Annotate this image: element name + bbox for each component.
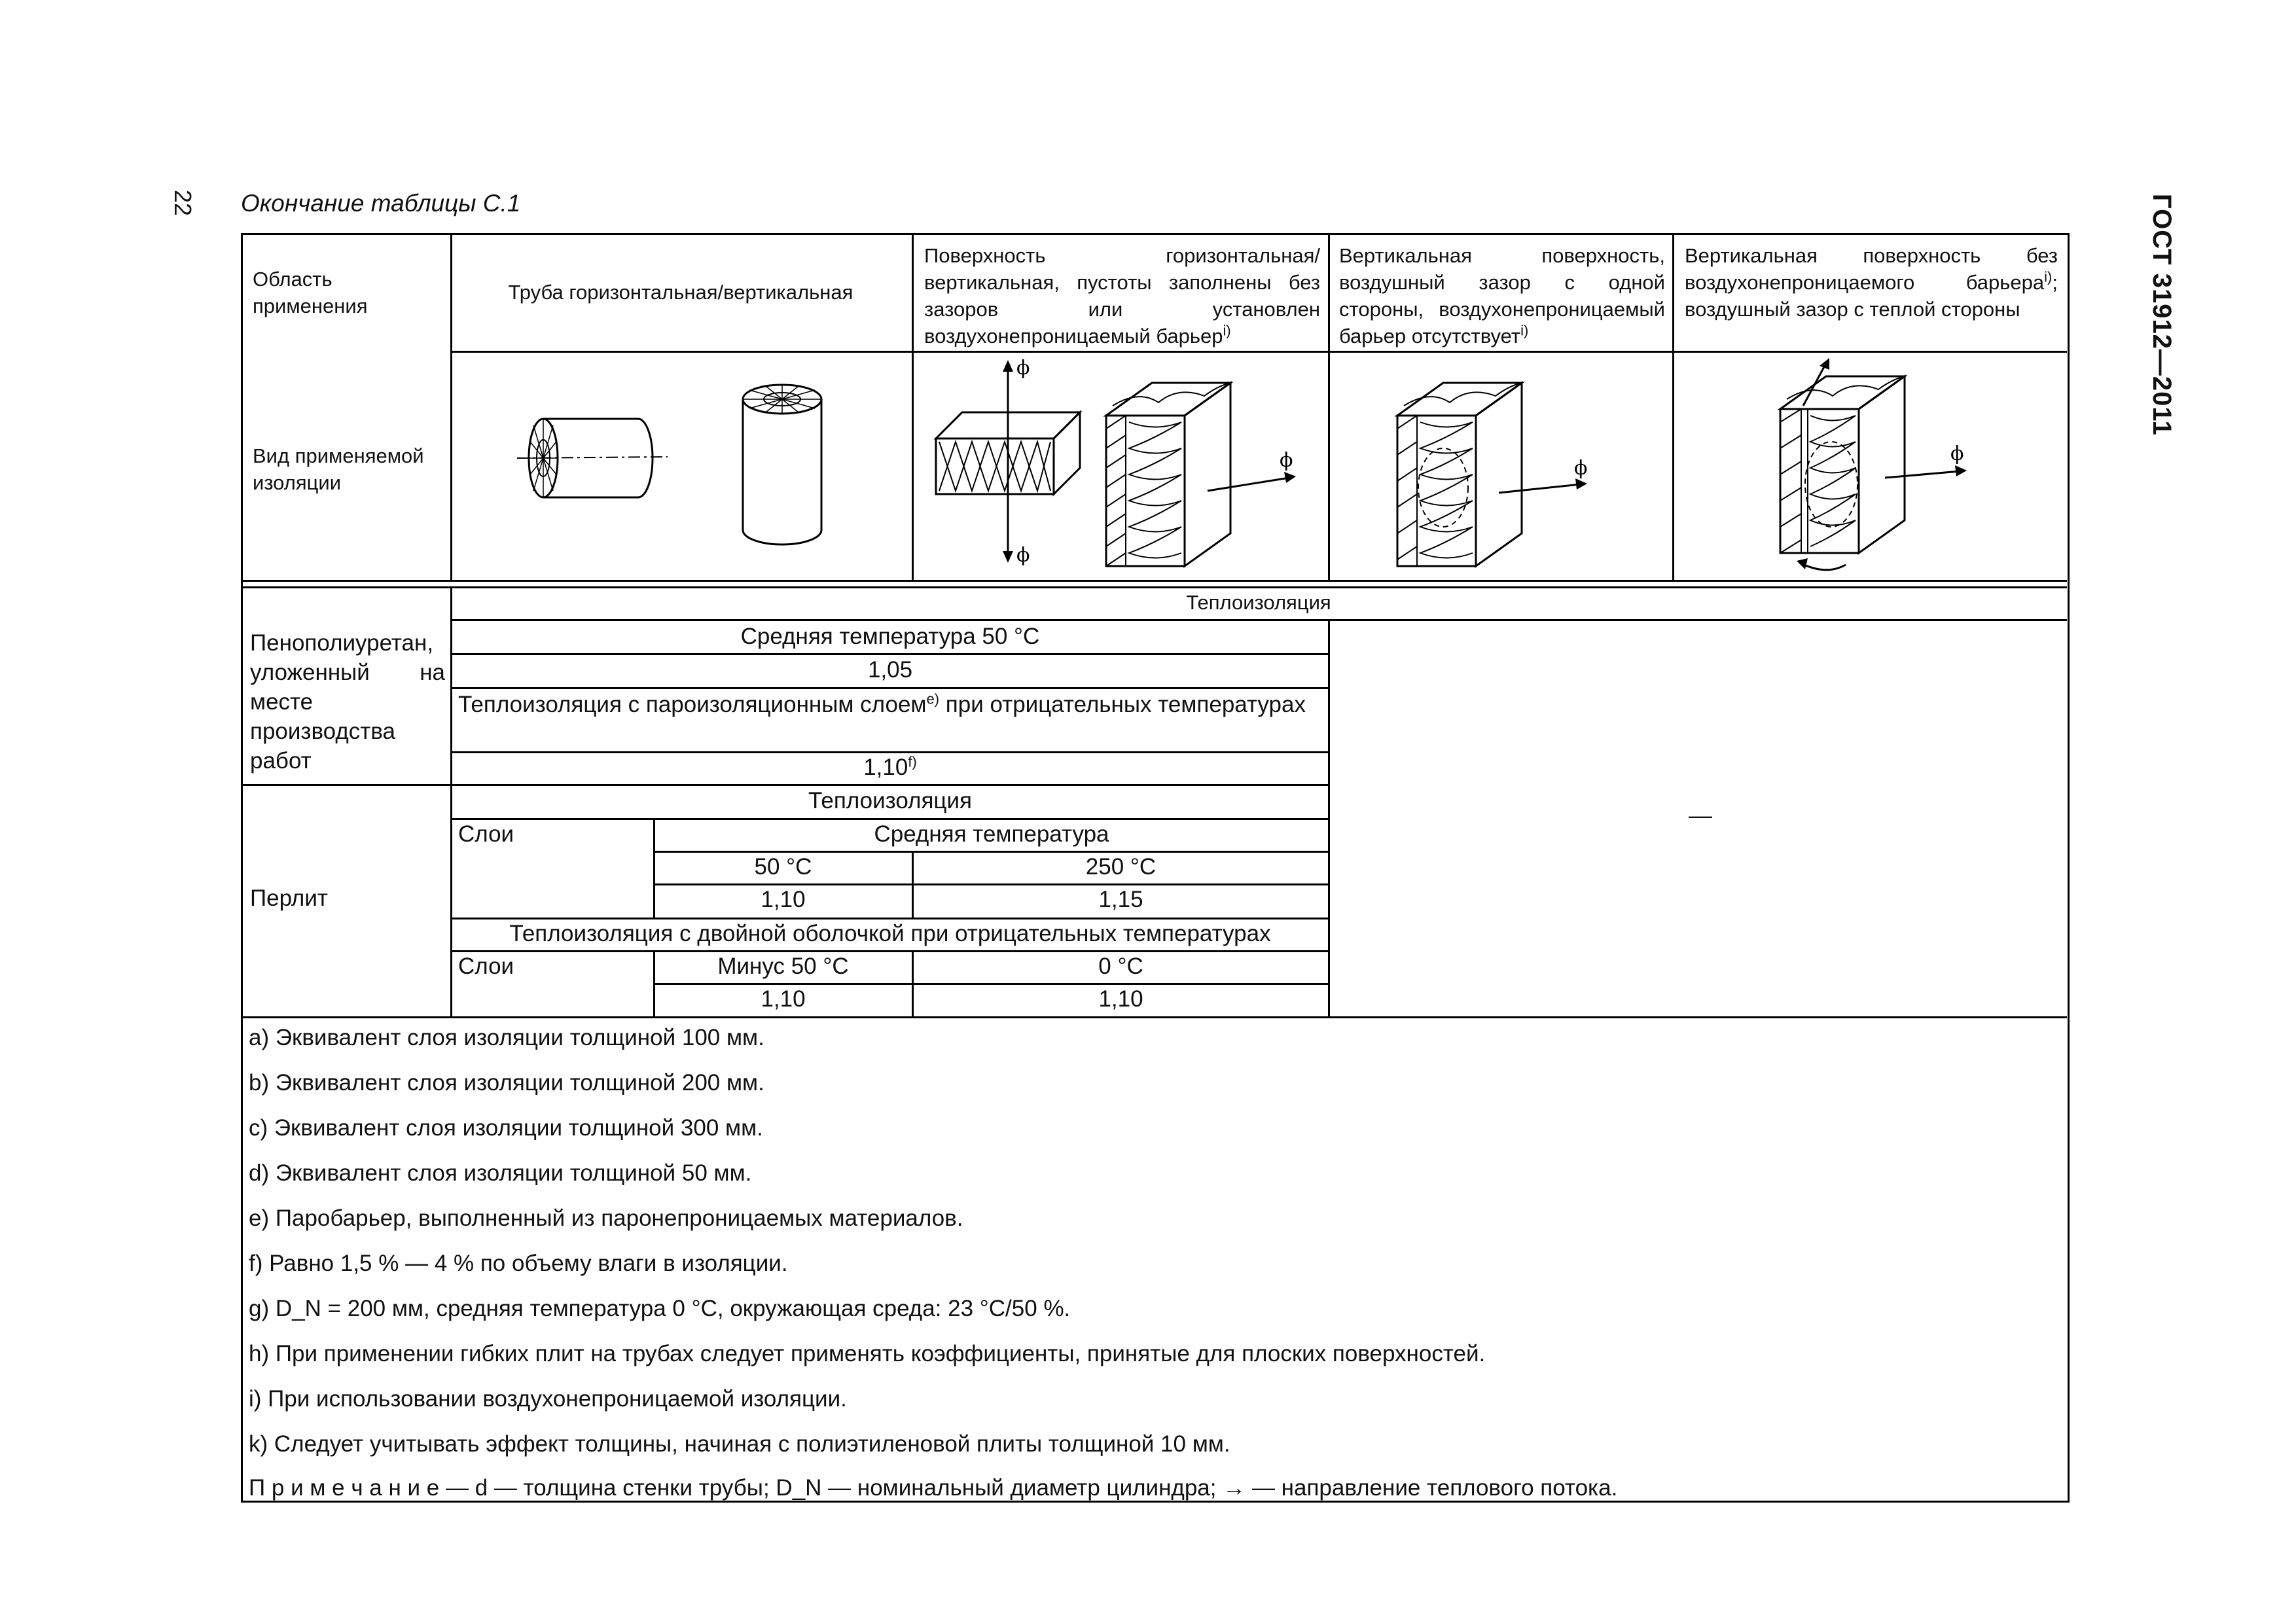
footnote-k: k) Следует учитывать эффект толщины, начиная с полиэтиленовой плиты толщиной 10 мм. bbox=[249, 1431, 1230, 1457]
pipe-vertical-icon bbox=[736, 380, 828, 550]
rule bbox=[450, 233, 452, 581]
rule bbox=[653, 983, 1329, 985]
header-col3-sup: i) bbox=[1223, 322, 1231, 339]
rule bbox=[1672, 233, 1674, 581]
perlite-double-shell: Теплоизоляция с двойной оболочкой при отрицательных температурах bbox=[509, 921, 1271, 946]
phi-symbol-bottom: ϕ bbox=[1016, 544, 1030, 567]
perlite-label: Перлит bbox=[250, 885, 328, 911]
footnote-d: d) Эквивалент слоя изоляции толщиной 50 мм. bbox=[249, 1160, 752, 1186]
header-area-label: Область применения bbox=[253, 268, 368, 317]
footnote-c: с) Эквивалент слоя изоляции толщиной 300 мм. bbox=[249, 1115, 763, 1141]
perlite-layers: Слои bbox=[458, 821, 514, 847]
header-col4-text: Вертикальная поверхность, воздушный зазор с одной стороны, воздухонепроницаемый барьер отсутствует bbox=[1339, 244, 1665, 348]
phi-symbol-top: ϕ bbox=[1016, 357, 1030, 380]
wall-no-barrier-icon bbox=[1767, 357, 1983, 579]
header-surface-filled bbox=[924, 242, 1320, 349]
header-pipe: Труба горизонтальная/вертикальная bbox=[508, 281, 853, 304]
rule bbox=[450, 918, 1329, 919]
ppu-vapor-barrier bbox=[458, 690, 1322, 719]
rule bbox=[653, 851, 1329, 853]
page-number: 22 bbox=[170, 190, 196, 217]
doc-id-container bbox=[2147, 194, 2189, 442]
footnote-b: b) Эквивалент слоя изоляции толщиной 200 мм. bbox=[249, 1070, 764, 1096]
header-col3-text: Поверхность горизонтальная/вертикальная, пустоты заполнены без зазоров или установлен воздухонепроницаемый барьер bbox=[924, 244, 1320, 348]
perlite-temp-250: 250 °С bbox=[1085, 854, 1157, 880]
footnote-h: h) При применении гибких плит на трубах следует применять коэффициенты, принятые для плоских поверхностей. bbox=[249, 1341, 1486, 1366]
not-applicable-dash: — bbox=[1689, 802, 1712, 829]
rule bbox=[241, 1016, 2067, 1018]
header-vertical-no-barrier bbox=[1685, 242, 2058, 323]
perlite-layers-2: Слои bbox=[458, 954, 514, 979]
rule bbox=[450, 619, 2067, 621]
ppu-label: Пенополиуретан, уложенный на месте производства работ bbox=[250, 630, 445, 774]
perlite-avg-temp: Средняя температура bbox=[874, 821, 1109, 847]
table-note bbox=[249, 1474, 1617, 1502]
header-insulation-type-label: Вид применяемой изоляции bbox=[253, 444, 424, 494]
perlite-value-50: 1,10 bbox=[761, 887, 806, 912]
header-col5-sup: i) bbox=[2044, 268, 2053, 285]
header-col5-text-b: ; воздушный зазор с теплой стороны bbox=[1685, 271, 2058, 321]
rule bbox=[450, 351, 2067, 353]
rule bbox=[450, 653, 1329, 655]
wall-gap-icon bbox=[1391, 376, 1607, 573]
ppu-vapor-text2: при отрицательных температурах bbox=[939, 692, 1306, 717]
header-col5-text-a: Вертикальная поверхность без воздухонепроницаемого барьера bbox=[1685, 244, 2058, 294]
header-col4-sup: i) bbox=[1520, 322, 1529, 339]
rule bbox=[241, 580, 2067, 582]
perlite-temp-0: 0 °С bbox=[1098, 954, 1143, 979]
document-id: ГОСТ 31912—2011 bbox=[2147, 194, 2176, 436]
ppu-vapor-text: Теплоизоляция с пароизоляционным слоем bbox=[458, 692, 927, 717]
rule bbox=[450, 818, 1329, 820]
note-text: — d — толщина стенки трубы; D_N — номинальный диаметр цилиндра; → — направление теплового потока. bbox=[439, 1475, 1618, 1501]
wall-section-icon bbox=[1100, 376, 1309, 573]
footnote-e: е) Паробарьер, выполненный из паронепроницаемых материалов. bbox=[249, 1205, 963, 1231]
table-caption: Окончание таблицы С.1 bbox=[241, 190, 521, 217]
perlite-temp-minus50: Минус 50 °С bbox=[717, 954, 849, 979]
phi-symbol-no-barrier: ϕ bbox=[1950, 442, 1964, 465]
rule bbox=[241, 586, 2067, 588]
thermal-insulation-header: Теплоизоляция bbox=[1186, 591, 1331, 614]
perlite-value-250: 1,15 bbox=[1098, 887, 1143, 912]
ppu-value-1: 1,05 bbox=[867, 657, 913, 683]
rule bbox=[450, 687, 1329, 689]
ppu-value-2-sup: f) bbox=[908, 753, 917, 770]
perlite-value-0: 1,10 bbox=[1098, 986, 1143, 1012]
pipe-horizontal-icon bbox=[517, 412, 674, 510]
rule bbox=[241, 784, 1329, 786]
footnote-g: g) D_N = 200 мм, средняя температура 0 °С, окружающая среда: 23 °С/50 %. bbox=[249, 1296, 1071, 1321]
footnote-f: f) Равно 1,5 % — 4 % по объему влаги в изоляции. bbox=[249, 1251, 788, 1276]
footnote-i: i) При использовании воздухонепроницаемой изоляции. bbox=[249, 1386, 847, 1412]
insulation-block-icon bbox=[933, 357, 1083, 569]
ppu-value-2 bbox=[452, 754, 1329, 781]
phi-symbol-gap: ϕ bbox=[1574, 457, 1588, 480]
rule bbox=[450, 950, 1329, 952]
ppu-vapor-sup: e) bbox=[926, 690, 940, 707]
perlite-value-minus50: 1,10 bbox=[761, 986, 806, 1012]
footnote-a: а) Эквивалент слоя изоляции толщиной 100 мм. bbox=[249, 1025, 764, 1050]
rule bbox=[450, 751, 1329, 753]
rule bbox=[912, 233, 914, 581]
rule bbox=[1328, 233, 1330, 581]
note-label: П р и м е ч а н и е bbox=[249, 1475, 440, 1501]
ppu-avg-temp: Средняя температура 50 °С bbox=[740, 624, 1040, 649]
perlite-temp-50: 50 °С bbox=[754, 854, 812, 880]
phi-symbol-right: ϕ bbox=[1280, 449, 1293, 472]
rule bbox=[653, 883, 1329, 885]
perlite-thermal-insulation: Теплоизоляция bbox=[808, 788, 972, 813]
ppu-value-2-text: 1,10 bbox=[863, 755, 908, 780]
header-vertical-gap bbox=[1339, 242, 1665, 349]
